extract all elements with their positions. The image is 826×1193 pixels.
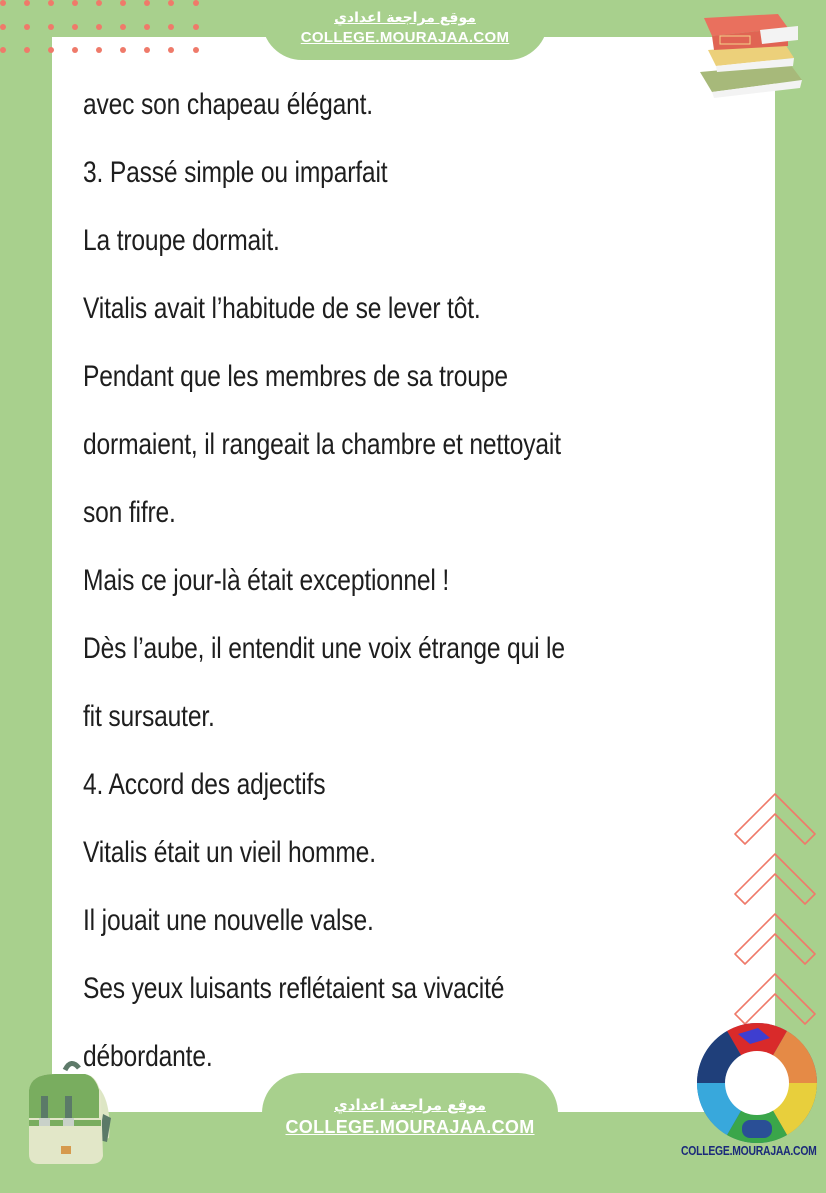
section-heading: 3. Passé simple ou imparfait	[83, 156, 388, 189]
footer-site-url[interactable]: COLLEGE.MOURAJAA.COM	[285, 1117, 535, 1137]
text-line: Il jouait une nouvelle valse.	[83, 904, 374, 937]
text-line: Pendant que les membres de sa troupe	[83, 360, 508, 393]
header-site-url[interactable]: COLLEGE.MOURAJAA.COM	[300, 29, 510, 46]
text-line: Ses yeux luisants reflétaient sa vivacité	[83, 972, 505, 1005]
text-line: débordante.	[83, 1040, 213, 1073]
text-line: Vitalis était un vieil homme.	[83, 836, 376, 869]
document-body	[83, 80, 723, 1100]
text-line: La troupe dormait.	[83, 224, 280, 257]
text-line: fit sursauter.	[83, 700, 215, 733]
text-line: Vitalis avait l’habitude de se lever tôt.	[83, 292, 481, 325]
backpack-icon	[15, 1058, 115, 1168]
chevron-up-icon	[733, 790, 817, 1040]
footer-site-name-ar[interactable]: موقع مراجعة اعدادي	[334, 1096, 486, 1114]
header-site-tab	[262, 0, 548, 60]
subjects-wheel-logo	[694, 1020, 820, 1146]
text-line: Dès l’aube, il entendit une voix étrange qui le	[83, 632, 565, 665]
text-line: Mais ce jour-là était exceptionnel !	[83, 564, 450, 597]
footer-site-tab	[262, 1073, 558, 1193]
text-line: son fifre.	[83, 496, 176, 529]
text-line: avec son chapeau élégant.	[83, 88, 373, 121]
text-line: dormaient, il rangeait la chambre et nettoyait	[83, 428, 561, 461]
header-site-name-ar[interactable]: موقع مراجعة اعدادي	[334, 10, 476, 26]
section-heading: 4. Accord des adjectifs	[83, 768, 326, 801]
decorative-dots	[0, 0, 200, 55]
footer-logo-text[interactable]: COLLEGE.MOURAJAA.COM	[681, 1143, 817, 1158]
